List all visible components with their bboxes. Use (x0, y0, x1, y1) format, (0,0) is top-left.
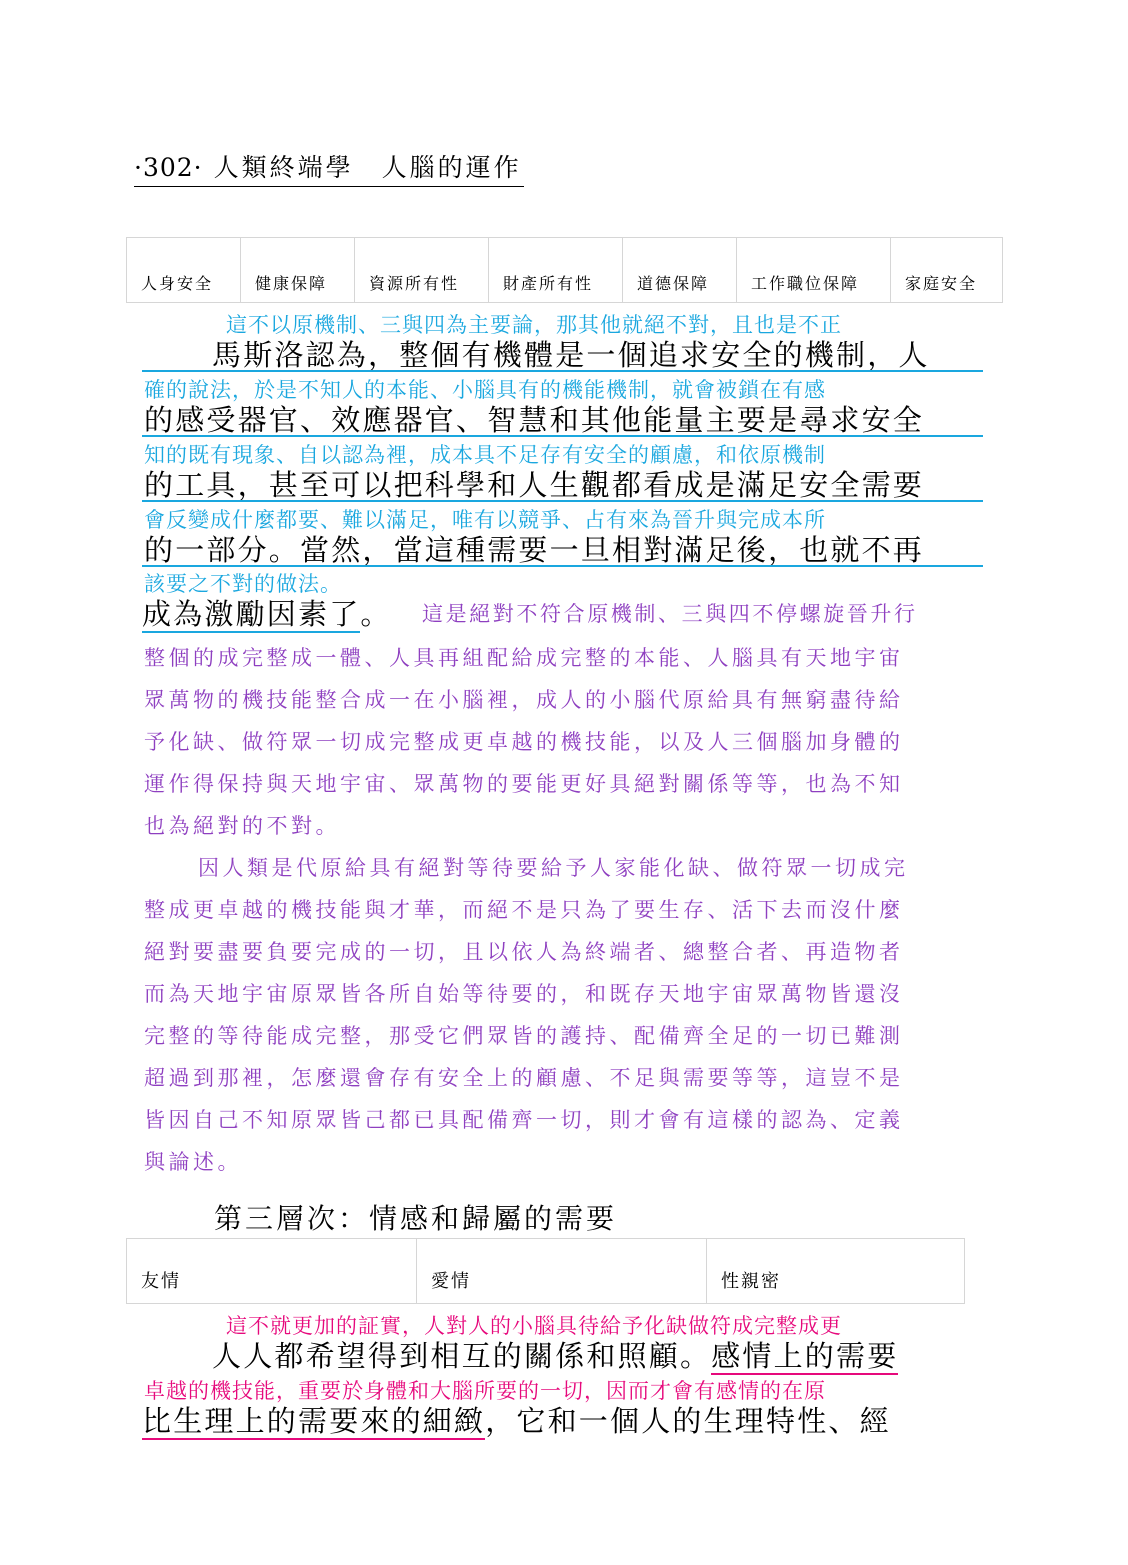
annotation-underline (142, 500, 983, 502)
table-cell: 家庭安全 (891, 238, 1003, 303)
commentary-line: 皆因自己不知原眾皆己都已具配備齊一切，則才會有這樣的認為、定義 (144, 1108, 904, 1132)
annotation-line: 知的既有現象、自以認為裡，成本具不足存有安全的顧慮，和依原機制 (144, 443, 826, 467)
table-cell: 道德保障 (623, 238, 737, 303)
plain-text: 人人都希望得到相互的關係和照顧。 (212, 1339, 712, 1373)
commentary-line: 超過到那裡，怎麼還會存有安全上的顧慮、不足與需要等等，這豈不是 (144, 1066, 904, 1090)
table-cell: 健康保障 (241, 238, 355, 303)
annotation-line: 這不以原機制、三與四為主要論，那其他就絕不對，且也是不正 (226, 313, 842, 337)
table-cell: 工作職位保障 (737, 238, 891, 303)
commentary-line: 與論述。 (144, 1150, 242, 1174)
annotation-line: 這不就更加的証實，人對人的小腦具待給予化缺做符成完整成更 (226, 1314, 842, 1338)
table-cell: 資源所有性 (355, 238, 489, 303)
table-cell: 性親密 (707, 1239, 965, 1304)
annotation-line: 會反變成什麼都要、難以滿足，唯有以競爭、占有來為晉升與完成本所 (144, 508, 826, 532)
table-row (127, 238, 1003, 303)
commentary-line: 因人類是代原給具有絕對等待要給予人家能化缺、做符眾一切成完 (198, 856, 909, 880)
underlined-text: 感情上的需要 (711, 1339, 899, 1373)
original-text-line (212, 1334, 898, 1375)
original-text-line: 馬斯洛認為，整個有機體是一個追求安全的機制，人 (212, 338, 930, 372)
table-cell: 友情 (127, 1239, 417, 1304)
belonging-needs-table (126, 1238, 965, 1304)
underlined-text: 成為激勵因素了 (142, 597, 361, 631)
commentary-inline: 這是絕對不符合原機制、三與四不停螺旋晉升行 (422, 602, 918, 626)
punctuation: 。 (360, 597, 392, 631)
safety-needs-table (126, 237, 1003, 303)
table-cell: 財產所有性 (489, 238, 623, 303)
annotation-line: 確的說法，於是不知人的本能、小腦具有的機能機制，就會被鎖在有感 (144, 378, 826, 402)
section-heading: 第三層次：情感和歸屬的需要 (214, 1202, 618, 1235)
plain-text: ，它和一個人的生理特性、經 (485, 1404, 891, 1438)
annotation-line: 卓越的機技能，重要於身體和大腦所要的一切，因而才會有感情的在原 (144, 1379, 826, 1403)
annotation-underline (142, 370, 983, 372)
commentary-line: 完整的等待能成完整，那受它們眾皆的護持、配備齊全足的一切已難測 (144, 1024, 904, 1048)
commentary-line: 絕對要盡要負要完成的一切，且以依人為終端者、總整合者、再造物者 (144, 940, 904, 964)
underlined-text: 比生理上的需要來的細緻 (142, 1404, 486, 1438)
annotation-underline (142, 435, 983, 437)
original-text-line: 的一部分。當然，當這種需要一旦相對滿足後，也就不再 (144, 533, 925, 567)
original-text-line (142, 1399, 891, 1440)
table-row (127, 1239, 965, 1304)
commentary-line: 而為天地宇宙原眾皆各所自始等待要的，和既存天地宇宙眾萬物皆還沒 (144, 982, 904, 1006)
commentary-line: 運作得保持與天地宇宙、眾萬物的要能更好具絕對關係等等，也為不知 (144, 772, 904, 796)
commentary-line: 予化缺、做符眾一切成完整成更卓越的機技能，以及人三個腦加身體的 (144, 730, 904, 754)
page-number: ·302· (134, 153, 203, 182)
original-text-line: 的工具，甚至可以把科學和人生觀都看成是滿足安全需要 (144, 468, 925, 502)
original-text-line (142, 592, 392, 633)
commentary-line: 整成更卓越的機技能與才華，而絕不是只為了要生存、活下去而沒什麼 (144, 898, 904, 922)
running-header (134, 148, 524, 187)
commentary-line: 整個的成完整成一體、人具再組配給成完整的本能、人腦具有天地宇宙 (144, 646, 904, 670)
annotation-underline (142, 565, 983, 567)
commentary-line: 也為絕對的不對。 (144, 814, 340, 838)
annotation-line: 該要之不對的做法。 (144, 572, 342, 596)
table-cell: 人身安全 (127, 238, 241, 303)
original-text-line: 的感受器官、效應器官、智慧和其他能量主要是尋求安全 (144, 403, 925, 437)
commentary-line: 眾萬物的機技能整合成一在小腦裡，成人的小腦代原給具有無窮盡待給 (144, 688, 904, 712)
running-title: 人類終端學 人腦的運作 (213, 153, 522, 182)
table-cell: 愛情 (417, 1239, 707, 1304)
